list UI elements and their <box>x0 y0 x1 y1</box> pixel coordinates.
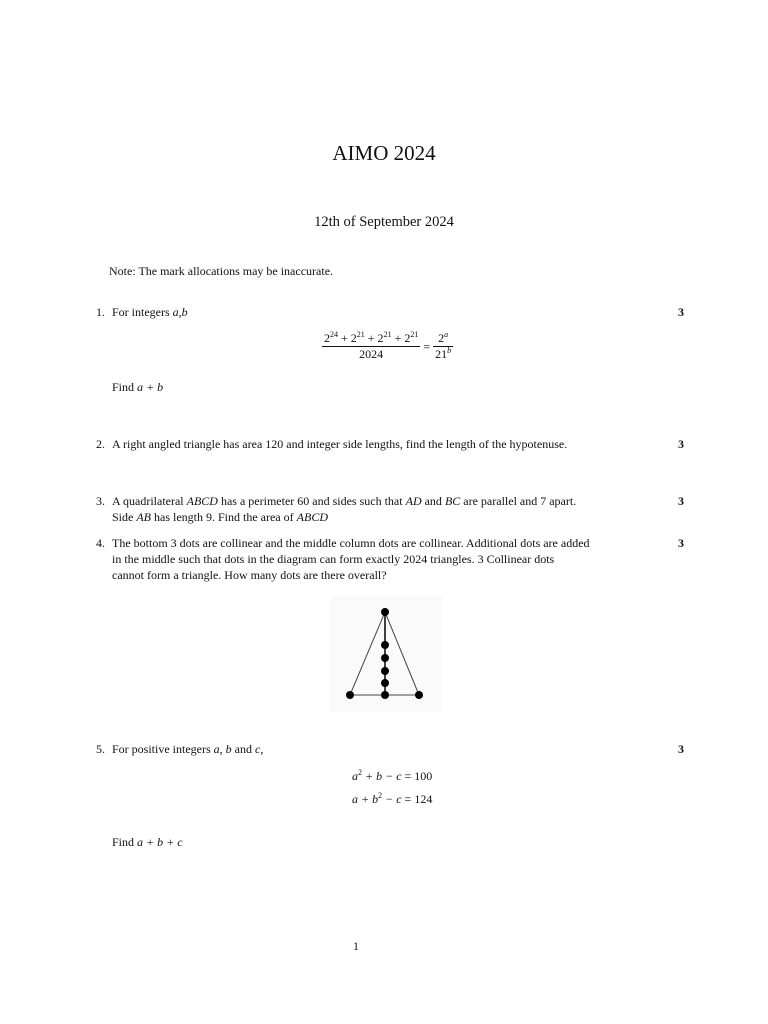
problem-2-mark: 3 <box>678 437 684 451</box>
middle-dot-4 <box>381 679 389 687</box>
problem-5-intro: For positive integers a, b and c, <box>112 742 264 756</box>
problem-5-number: 5. <box>96 742 105 756</box>
problem-1-number: 1. <box>96 305 105 319</box>
problem-3-number: 3. <box>96 494 105 508</box>
problem-4-text: The bottom 3 dots are collinear and the middle column dots are collinear. Additional dots are added in the middle such that dots in the diagram can form exactly 2024 triangles. 3 Collinear dots cannot form a triangle. How many dots are there overall? <box>112 536 590 582</box>
middle-dot-1 <box>381 641 389 649</box>
triangle-dots-diagram <box>330 596 442 712</box>
problem-5-equation-1: $a^2 + b - c = 100$ <box>352 768 433 783</box>
middle-dot-3 <box>381 667 389 675</box>
note: Note: The mark allocations may be inaccurate. <box>109 264 334 278</box>
problem-1-mark: 3 <box>678 305 684 319</box>
problem-3-text: A quadrilateral ABCD has a perimeter 60 and sides such that AD and BC are parallel and 7 apart. Side AB has length 9. Find the area of ABCD <box>112 494 577 524</box>
bottom-middle-dot <box>381 691 389 699</box>
top-dot <box>381 608 389 616</box>
page-title: AIMO 2024 <box>332 141 436 165</box>
date-line: 12th of September 2024 <box>314 214 454 230</box>
problem-5-equation-2: $a + b^2 - c = 124$ <box>352 791 433 806</box>
bottom-right-dot <box>415 691 423 699</box>
problem-4-number: 4. <box>96 536 105 550</box>
problem-1-rhs-fraction: $\frac{2^a}{21^b}$ <box>435 330 452 361</box>
middle-dot-2 <box>381 654 389 662</box>
problem-1-equation: $\frac{2^{24} + 2^{21} + 2^{21} + 2^{21}}{2024}$ = $\frac{2^a}{21^b}$ <box>324 330 452 361</box>
problem-5-find: Find a + b + c <box>112 835 183 849</box>
problem-4-mark: 3 <box>678 536 684 550</box>
problem-1-intro: For integers a,b <box>112 305 188 319</box>
problem-1-lhs-fraction: $\frac{2^{24} + 2^{21} + 2^{21} + 2^{21}}{2024}$ <box>324 330 419 361</box>
page-number: 1 <box>353 939 359 953</box>
problem-3-mark: 3 <box>678 494 684 508</box>
bottom-left-dot <box>346 691 354 699</box>
problem-5-mark: 3 <box>678 742 684 756</box>
problem-1-find: Find a + b <box>112 380 164 394</box>
problem-2-text: A right angled triangle has area 120 and integer side lengths, find the length of the hypotenuse. <box>112 437 568 451</box>
problem-2-number: 2. <box>96 437 105 451</box>
